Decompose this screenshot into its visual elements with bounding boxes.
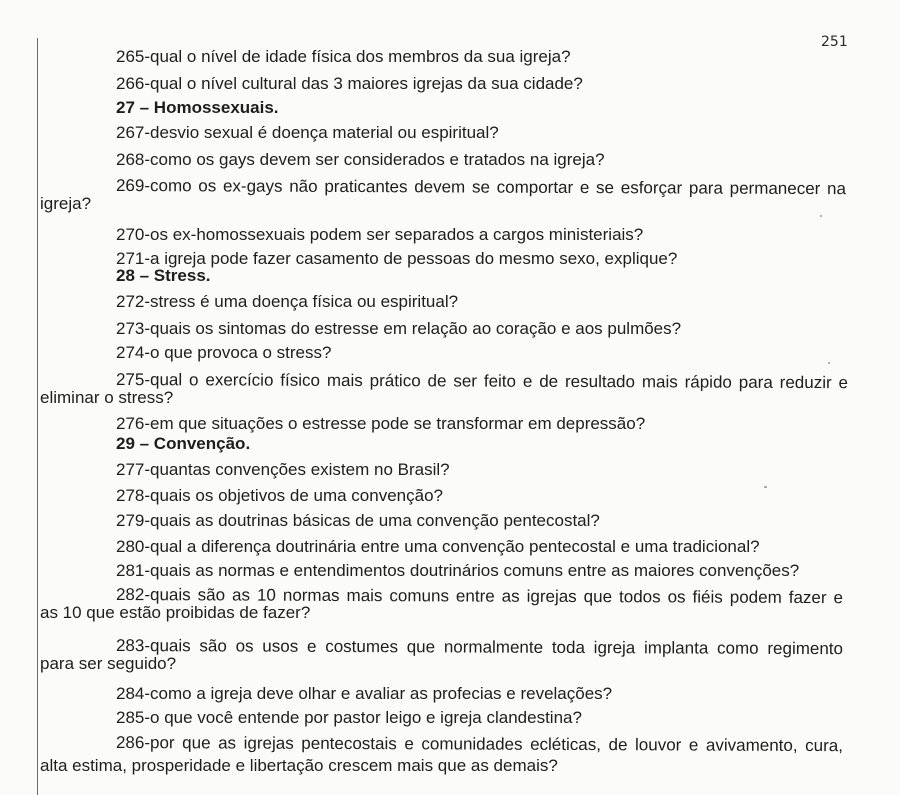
question-280: 280-qual a diferença doutrinária entre uma convenção pentecostal e uma tradicional? [116, 537, 760, 556]
question-273: 273-quais os sintomas do estresse em relação ao coração e aos pulmões? [116, 319, 682, 338]
question-282-continuation: as 10 que estão proibidas de fazer? [40, 603, 311, 622]
question-275: 275-qual o exercício físico mais prático de ser feito e de resultado mais rápido para reduzir e [115, 370, 849, 393]
section-heading-convencao: 29 – Convenção. [116, 434, 251, 453]
question-272: 272-stress é uma doença física ou espiritual? [116, 292, 459, 311]
page-number: 251 [821, 34, 848, 50]
question-271: 271-a igreja pode fazer casamento de pessoas do mesmo sexo, explique? [116, 249, 678, 268]
question-285: 285-o que você entende por pastor leigo e igreja clandestina? [116, 708, 582, 727]
left-margin-rule [37, 38, 38, 795]
question-279: 279-quais as doutrinas básicas de uma convenção pentecostal? [116, 511, 600, 530]
scan-speck [820, 215, 822, 217]
question-283-continuation: para ser seguido? [40, 654, 177, 673]
section-heading-stress: 28 – Stress. [116, 266, 211, 285]
question-281: 281-quais as normas e entendimentos doutrinários comuns entre as maiores convenções? [116, 561, 800, 580]
question-270: 270-os ex-homossexuais podem ser separados a cargos ministeriais? [116, 225, 644, 244]
question-282: 282-quais são as 10 normas mais comuns entre as igrejas que todos os fiéis podem fazer e [115, 585, 844, 608]
question-276: 276-em que situações o estresse pode se transformar em depressão? [116, 414, 646, 433]
question-278: 278-quais os objetivos de uma convenção? [116, 486, 443, 505]
question-275-continuation: eliminar o stress? [40, 388, 174, 407]
question-268: 268-como os gays devem ser considerados e tratados na igreja? [116, 150, 605, 169]
question-267: 267-desvio sexual é doença material ou espiritual? [116, 123, 499, 142]
scan-speck [828, 362, 830, 364]
scan-speck [764, 486, 767, 488]
section-heading-homossexuais: 27 – Homossexuais. [116, 98, 279, 117]
question-266: 266-qual o nível cultural das 3 maiores igrejas da sua cidade? [116, 74, 583, 93]
question-269-continuation: igreja? [40, 194, 92, 213]
question-274: 274-o que provoca o stress? [116, 343, 332, 362]
question-265: 265-qual o nível de idade física dos membros da sua igreja? [116, 47, 571, 66]
question-284: 284-como a igreja deve olhar e avaliar as profecias e revelações? [116, 684, 613, 703]
question-286-continuation: alta estima, prosperidade e libertação crescem mais que as demais? [40, 756, 558, 775]
question-277: 277-quantas convenções existem no Brasil? [116, 460, 450, 479]
question-286: 286-por que as igrejas pentecostais e comunidades ecléticas, de louvor e avivamento, cura, [115, 733, 844, 756]
question-283: 283-quais são os usos e costumes que normalmente toda igreja implanta como regimento [115, 636, 844, 659]
question-269: 269-como os ex-gays não praticantes devem se comportar e se esforçar para permanecer na [115, 176, 847, 199]
